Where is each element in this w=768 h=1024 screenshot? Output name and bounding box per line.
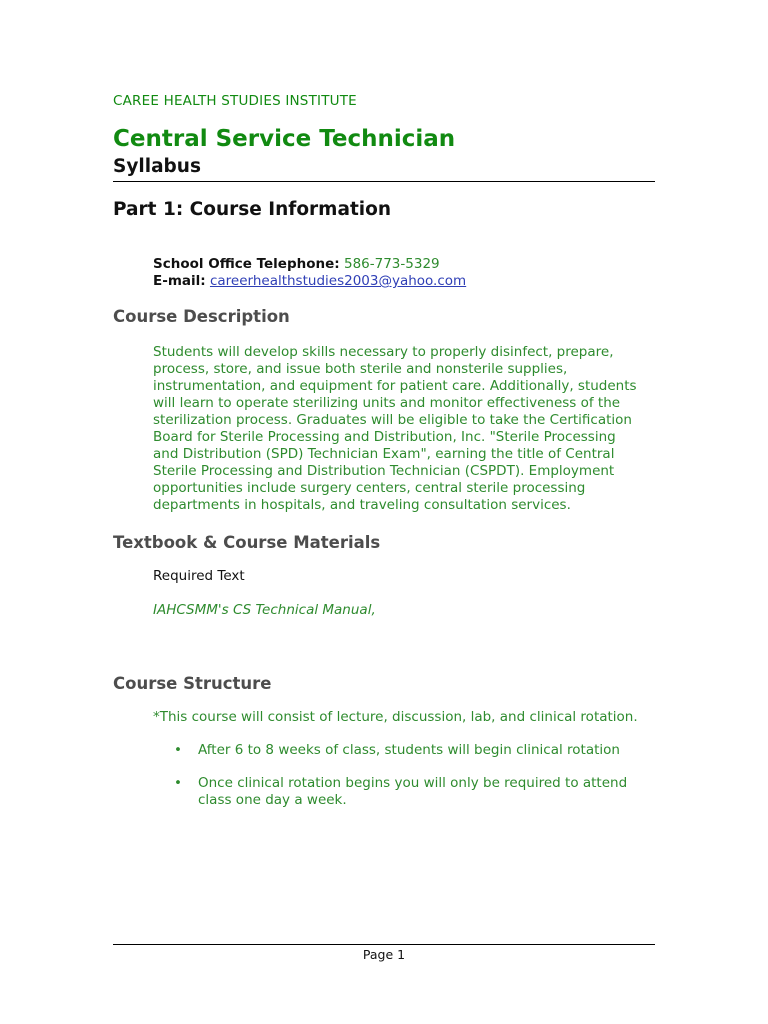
desc-line: opportunities include surgery centers, central sterile processing xyxy=(153,480,586,496)
email-link[interactable]: careerhealthstudies2003@yahoo.com xyxy=(209,273,467,289)
bullet-line: Once clinical rotation begins you will only be required to attend xyxy=(198,775,628,791)
desc-line: and Distribution (SPD) Technician Exam", earning the title of Central xyxy=(153,446,615,462)
page-number: Page 1 xyxy=(362,947,406,962)
bullet-marker: • xyxy=(174,742,182,758)
email-label: E-mail: xyxy=(153,273,206,289)
textbook-title: IAHCSMM's CS Technical Manual, xyxy=(153,602,376,618)
document-title: Central Service Technician xyxy=(113,126,456,152)
document-subtitle: Syllabus xyxy=(113,156,201,177)
bullet-item xyxy=(198,742,648,759)
course-description-text xyxy=(153,344,653,514)
email-line xyxy=(153,273,466,290)
institute-name: CAREE HEALTH STUDIES INSTITUTE xyxy=(113,93,357,109)
desc-line: sterilization process. Graduates will be eligible to take the Certification xyxy=(153,412,632,428)
desc-line: process, store, and issue both sterile and nonsterile supplies, xyxy=(153,361,568,377)
contact-block xyxy=(153,256,466,290)
top-divider xyxy=(113,181,655,182)
course-description-heading: Course Description xyxy=(113,307,290,326)
desc-line: instrumentation, and equipment for patient care. Additionally, students xyxy=(153,378,637,394)
footer-divider xyxy=(113,944,655,945)
bullet-marker: • xyxy=(174,775,182,791)
bullet-line: class one day a week. xyxy=(198,792,347,808)
phone-line xyxy=(153,256,466,273)
bullet-item xyxy=(198,775,648,809)
required-text-label: Required Text xyxy=(153,568,245,584)
phone-value: 586-773-5329 xyxy=(343,256,440,272)
textbook-heading: Textbook & Course Materials xyxy=(113,533,381,552)
bullet-line: After 6 to 8 weeks of class, students will begin clinical rotation xyxy=(198,742,620,758)
part1-heading: Part 1: Course Information xyxy=(113,199,392,220)
phone-label: School Office Telephone: xyxy=(153,256,340,272)
desc-line: Board for Sterile Processing and Distribution, Inc. "Sterile Processing xyxy=(153,429,616,445)
course-structure-intro: *This course will consist of lecture, discussion, lab, and clinical rotation. xyxy=(153,709,638,725)
desc-line: Sterile Processing and Distribution Technician (CSPDT). Employment xyxy=(153,463,615,479)
desc-line: departments in hospitals, and traveling consultation services. xyxy=(153,497,571,513)
course-structure-heading: Course Structure xyxy=(113,674,272,693)
desc-line: Students will develop skills necessary to properly disinfect, prepare, xyxy=(153,344,614,360)
desc-line: will learn to operate sterilizing units and monitor effectiveness of the xyxy=(153,395,621,411)
